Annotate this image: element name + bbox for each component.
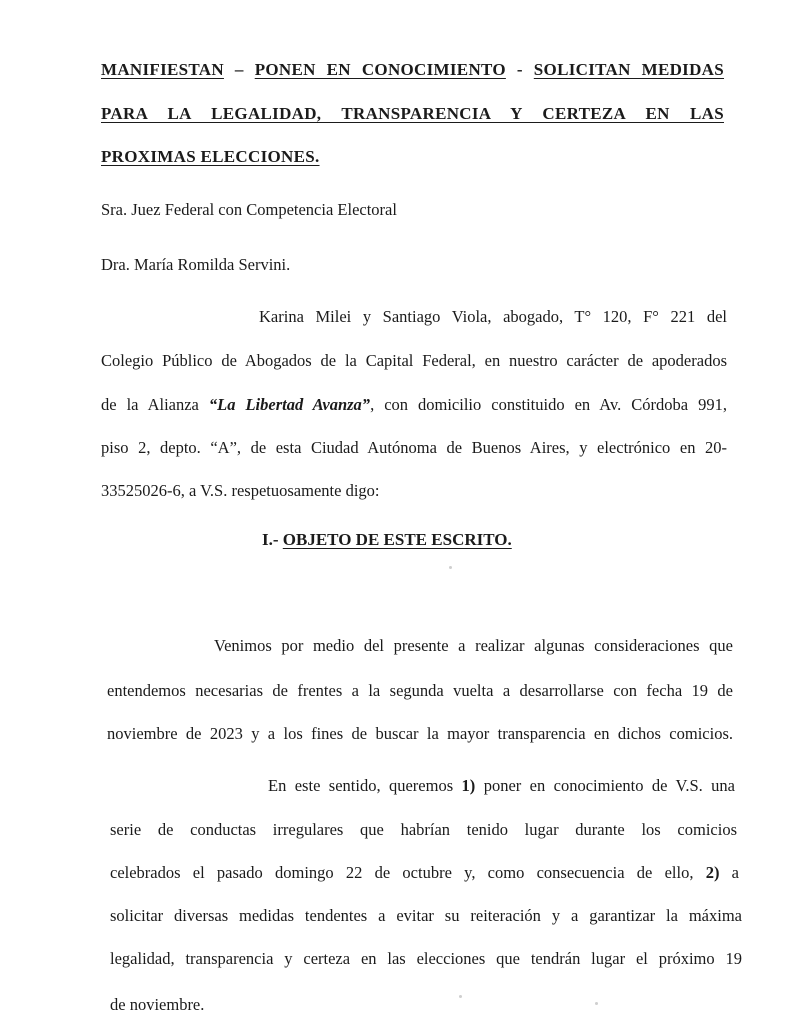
para2-intro: En este sentido, queremos — [268, 776, 462, 795]
heading-line-1 — [101, 60, 724, 80]
heading-separator: - — [505, 60, 534, 79]
para2-line-4: solicitar diversas medidas tendentes a evitar su reiteración y a garantizar la máxima — [110, 906, 742, 925]
para2-a: a — [719, 863, 739, 882]
para2-celebrados: celebrados el pasado domingo 22 de octubre y, como consecuencia de ello, — [110, 863, 706, 882]
heading-line-3: PROXIMAS ELECCIONES. — [101, 147, 320, 166]
intro-line-1: Karina Milei y Santiago Viola, abogado, T° 120, F° 221 del — [259, 307, 727, 326]
para2-line-1 — [268, 776, 735, 796]
section-title — [262, 530, 512, 550]
para2-line-2: serie de conductas irregulares que habrían tenido lugar durante los comicios — [110, 820, 737, 839]
intro-line-3 — [101, 395, 727, 415]
para1-line-2: entendemos necesarias de frentes a la segunda vuelta a desarrollarse con fecha 19 de — [107, 681, 733, 700]
addressee-line-2: Dra. María Romilda Servini. — [101, 255, 291, 274]
heading-solicitan: SOLICITAN MEDIDAS — [533, 60, 725, 79]
para2-line-6: de noviembre. — [110, 995, 205, 1014]
heading-manifiestan: MANIFIESTAN — [101, 60, 224, 79]
para2-line-5: legalidad, transparencia y certeza en las elecciones que tendrán lugar el próximo 19 — [110, 949, 742, 968]
item-number-1: 1) — [461, 776, 476, 795]
para1-line-3: noviembre de 2023 y a los fines de buscar la mayor transparencia en dichos comicios. — [107, 724, 733, 743]
heading-ponen: PONEN EN CONOCIMIENTO — [254, 60, 506, 79]
para2-line-3 — [110, 863, 739, 883]
heading-separator: – — [223, 60, 255, 79]
intro-line-2: Colegio Público de Abogados de la Capital Federal, en nuestro carácter de apoderados — [101, 351, 727, 370]
heading-line-2: PARA LA LEGALIDAD, TRANSPARENCIA Y CERTEZA EN LAS — [101, 104, 724, 123]
intro-line-5: 33525026-6, a V.S. respetuosamente digo: — [101, 481, 380, 500]
scan-speck — [459, 995, 462, 998]
para1-line-1: Venimos por medio del presente a realizar algunas consideraciones que — [214, 636, 733, 655]
intro-line-4: piso 2, depto. “A”, de esta Ciudad Autónoma de Buenos Aires, y electrónico en 20- — [101, 438, 727, 457]
item-number-2: 2) — [705, 863, 720, 882]
para2-intro-rest: poner en conocimiento de V.S. una — [475, 776, 735, 795]
section-number: I.- — [262, 530, 283, 549]
section-heading: OBJETO DE ESTE ESCRITO. — [282, 530, 512, 549]
scan-speck — [449, 566, 452, 569]
addressee-line-1: Sra. Juez Federal con Competencia Electoral — [101, 200, 397, 219]
intro-domicilio: , con domicilio constituido en Av. Córdoba 991, — [370, 395, 727, 414]
scan-speck — [595, 1002, 598, 1005]
intro-alianza-prefix: de la Alianza — [101, 395, 209, 414]
party-name: “La Libertad Avanza” — [208, 395, 371, 414]
